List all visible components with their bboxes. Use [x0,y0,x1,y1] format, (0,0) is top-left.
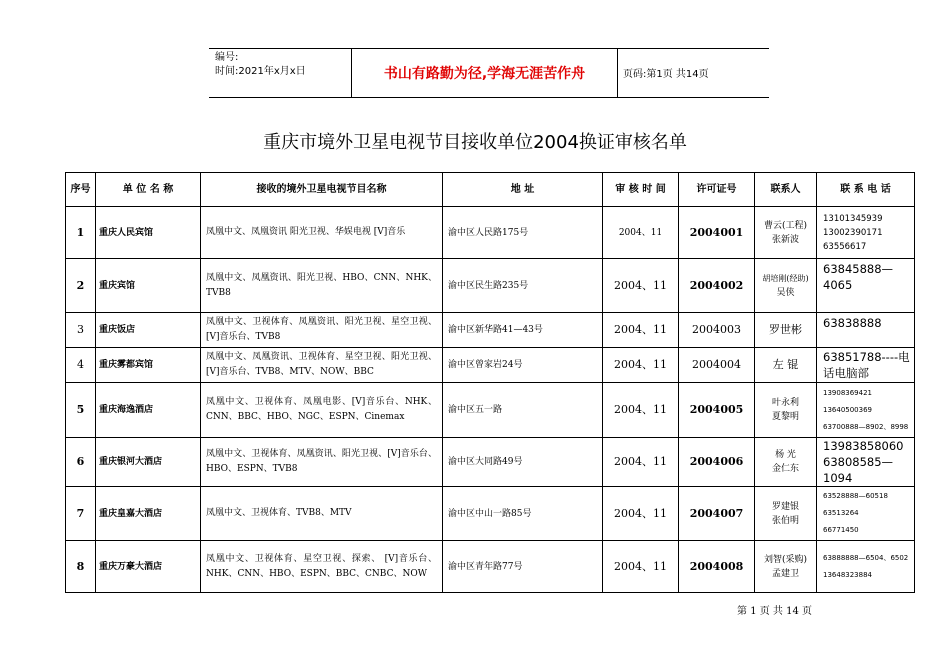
header-meta [209,49,351,97]
header-divider [617,49,618,97]
row-license: 2004002 [679,259,755,313]
row-phone [817,383,915,438]
phone-number: 63845888—4065 [823,262,894,292]
row-channels: 凤凰中文、凤凰资讯、卫视体育、星空卫视、阳光卫视、[V]音乐台、TVB8、MTV、NOW、BBC [201,348,443,383]
col-header-contact: 联系人 [755,173,817,207]
row-phone [817,438,915,487]
contact-name: 孟建卫 [771,568,799,579]
row-phone [817,313,915,348]
phone-number: 13908369421 [823,388,872,397]
col-header-no: 序号 [66,173,96,207]
row-time: 2004、11 [603,313,679,348]
phone-number: 13640500369 [823,405,872,414]
row-license: 2004003 [679,313,755,348]
contact-name: 刘智(采购) [763,554,808,565]
row-time: 2004、11 [603,348,679,383]
col-header-address: 地 址 [443,173,603,207]
contact-name: 金仁东 [771,464,799,474]
row-phone [817,207,915,259]
row-time: 2004、11 [603,438,679,487]
row-address: 渝中区民生路235号 [443,259,603,313]
row-phone [817,487,915,541]
contact-name: 夏黎明 [771,412,799,422]
col-header-license: 许可证号 [679,173,755,207]
row-no: 5 [66,383,96,438]
table-row [66,383,915,438]
row-channels: 凤凰中文、卫视体育、星空卫视、探索、 [V]音乐台、NHK、CNN、HBO、ESPN、BBC、CNBC、NOW [201,541,443,593]
row-license: 2004006 [679,438,755,487]
phone-number: 63851788----电话电脑部 [823,350,910,380]
row-unit: 重庆皇嘉大酒店 [96,487,201,541]
contact-name: 罗世彬 [769,323,802,336]
row-unit: 重庆万豪大酒店 [96,541,201,593]
header-page-info: 页码:第1页 共14页 [623,69,709,80]
row-address: 渝中区曾家岩24号 [443,348,603,383]
row-address: 渝中区中山一路85号 [443,487,603,541]
row-address: 渝中区人民路175号 [443,207,603,259]
row-phone [817,541,915,593]
row-unit: 重庆饭店 [96,313,201,348]
phone-number: 63700888—8902、8998 [823,422,909,431]
row-address: 渝中区五一路 [443,383,603,438]
row-unit: 重庆银河大酒店 [96,438,201,487]
document-title: 重庆市境外卫星电视节目接收单位2004换证审核名单 [263,132,687,153]
row-channels: 凤凰中文、卫视体育、凤凰电影、[V]音乐台、NHK、CNN、BBC、HBO、NGC、ESPN、Cinemax [201,383,443,438]
row-phone [817,259,915,313]
phone-number: 13101345939 [823,213,883,224]
table-row [66,487,915,541]
row-channels: 凤凰中文、凤凰资讯、阳光卫视、HBO、CNN、NHK、TVB8 [201,259,443,313]
contact-name: 左 锟 [772,358,799,371]
row-channels: 凤凰中文、凤凰资讯 阳光卫视、华娱电视 [V]音乐 [201,207,443,259]
row-contact [755,438,817,487]
col-header-phone: 联 系 电 话 [817,173,915,207]
row-license: 2004001 [679,207,755,259]
table-header-row [66,173,915,207]
row-contact [755,541,817,593]
row-license: 2004005 [679,383,755,438]
col-header-channels: 接收的境外卫星电视节目名称 [201,173,443,207]
row-no: 1 [66,207,96,259]
code-label: 编号: [215,52,239,63]
contact-name: 罗建银 [771,501,799,512]
row-no: 6 [66,438,96,487]
phone-number: 63888888—6504、6502 [823,553,909,562]
row-time: 2004、11 [603,487,679,541]
table-row [66,313,915,348]
row-no: 4 [66,348,96,383]
page-footer: 第 1 页 共 14 页 [737,606,812,617]
row-time: 2004、11 [603,259,679,313]
contact-name: 吴侠 [776,287,795,298]
page-header [209,48,769,98]
row-contact [755,259,817,313]
phone-number: 66771450 [823,526,859,534]
row-contact [755,383,817,438]
row-license: 2004008 [679,541,755,593]
table-row [66,541,915,593]
row-unit: 重庆宾馆 [96,259,201,313]
phone-number: 63528888—60518 [823,492,888,500]
row-contact [755,487,817,541]
time-label: 时间:2021年x月x日 [215,66,306,77]
contact-name: 曹云(工程) [763,220,808,231]
row-phone [817,348,915,383]
contact-name: 胡培刚(经助) [762,273,809,283]
header-slogan: 书山有路勤为径,学海无涯苦作舟 [383,66,586,82]
table-row [66,348,915,383]
row-no: 2 [66,259,96,313]
row-time: 2004、11 [603,383,679,438]
phone-number: 13983858060 [823,439,904,453]
table-row [66,259,915,313]
row-contact [755,207,817,259]
col-header-unit: 单 位 名 称 [96,173,201,207]
table-row [66,438,915,487]
row-channels: 凤凰中文、卫视体育、凤凰资讯、阳光卫视、星空卫视、[V]音乐台、TVB8 [201,313,443,348]
phone-number: 13002390171 63556617 [823,227,883,252]
contact-name: 杨 光 [775,450,796,460]
phone-number: 63808585—1094 [823,455,894,485]
row-address: 渝中区青年路77号 [443,541,603,593]
row-time: 2004、11 [603,541,679,593]
row-unit: 重庆海逸酒店 [96,383,201,438]
row-channels: 凤凰中文、卫视体育、凤凰资讯、阳光卫视、[V]音乐台、HBO、ESPN、TVB8 [201,438,443,487]
phone-number: 63513264 [823,509,859,517]
row-no: 3 [66,313,96,348]
phone-number: 63838888 [823,316,882,330]
contact-name: 张伯明 [771,515,799,526]
approval-table [65,172,915,593]
row-license: 2004004 [679,348,755,383]
row-time: 2004、11 [603,207,679,259]
table-row [66,207,915,259]
row-contact [755,313,817,348]
row-no: 8 [66,541,96,593]
row-address: 渝中区新华路41—43号 [443,313,603,348]
row-unit: 重庆人民宾馆 [96,207,201,259]
row-contact [755,348,817,383]
contact-name: 张新波 [771,234,799,245]
row-no: 7 [66,487,96,541]
row-address: 渝中区大同路49号 [443,438,603,487]
row-license: 2004007 [679,487,755,541]
phone-number: 13648323884 [823,570,872,579]
row-unit: 重庆雾都宾馆 [96,348,201,383]
col-header-time: 审 核 时 间 [603,173,679,207]
row-channels: 凤凰中文、卫视体育、TVB8、MTV [201,487,443,541]
contact-name: 叶永利 [771,398,799,408]
